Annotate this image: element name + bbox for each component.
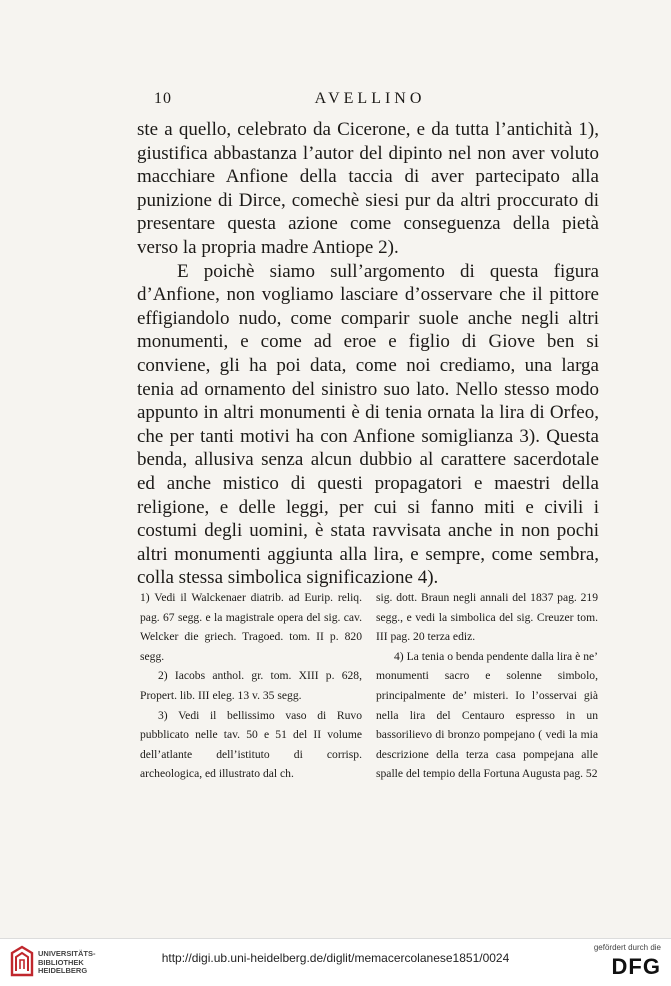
footnote: 2) Iacobs anthol. gr. tom. XIII p. 628, Propert. lib. III eleg. 13 v. 35 segg.	[140, 669, 362, 702]
page-url-link[interactable]: http://digi.ub.uni-heidelberg.de/diglit/memacercolanese1851/0024	[161, 951, 510, 965]
page-number: 10	[154, 90, 172, 107]
viewer-footer	[0, 938, 671, 986]
footnote: 4) La tenia o benda pendente dalla lira è ne’ monumenti sacro e solenne simbolo, principalmente de’ misteri. Io l’osservai già nella lira del Centauro espresso in un bassorilievo di bronzo pompejano ( vedi la mia descrizione della terza casa pompejana alle spalle del tempio della Fortuna Augusta pag. 52	[376, 649, 598, 781]
paragraph: ste a quello, celebrato da Cicerone, e da tutta l’antichità 1), giustifica abbastanza l’autor del dipinto nel non aver voluto macchiare Anfione della taccia di aver partecipato alla punizione di Dirce, comechè siesi pur da altri proccurato di presentare questa azione come conseguenza della pietà verso la propria madre Antiope 2).	[137, 119, 599, 258]
library-name: UNIVERSITÄTS- BIBLIOTHEK HEIDELBERG	[38, 949, 96, 975]
footnote: 1) Vedi il Walckenaer diatrib. ad Eurip. reliq. pag. 67 segg. e la magistrale opera del sig. cav. Welcker die griech. Tragoed. tom. II p. 820 segg.	[140, 591, 362, 663]
footnotes-left-column	[140, 588, 362, 784]
dfg-logo[interactable]: DFG	[611, 954, 661, 979]
main-text	[137, 118, 599, 590]
footnotes	[140, 588, 598, 784]
footnote: 3) Vedi il bellissimo vaso di Ruvo pubblicato nelle tav. 50 e 51 del II volume dell’atlante dell’istituto di corrisp. archeologica, ed illustrato dal ch.	[140, 708, 362, 781]
funding-label: gefördert durch die	[593, 943, 661, 952]
footnote: sig. dott. Braun negli annali del 1837 pag. 219 segg., e vedi la simbolica del sig. Creuzer tom. III pag. 20 terza ediz.	[376, 591, 598, 644]
paragraph: E poichè siamo sull’argomento di questa figura d’Anfione, non vogliamo lasciare d’osservare che il pittore effigiandolo nudo, come comparir suole anche negli altri monumenti, e come ad eroe e figlio di Giove ben si conviene, gli ha poi data, come noi crediamo, una larga tenia ad ornamento del sinistro suo lato. Nello stesso modo appunto in altri monumenti è di tenia ornata la lira di Orfeo, che per tanti motivi ha con Anfione somiglianza 3). Questa benda, allusiva senza alcun dubbio al carattere sacerdotale ed anche mistico di questi propagatori e maestri della religione, e delle leggi, per cui si fanno miti e civili i costumi degli uomini, è stata ravvisata anche in non pochi altri monumenti aggiunta alla lira, e sempre, come sembra, colla stessa simbolica significazione 4).	[137, 260, 599, 589]
footnotes-right-column	[376, 588, 598, 784]
running-title: AVELLINO	[314, 90, 426, 107]
